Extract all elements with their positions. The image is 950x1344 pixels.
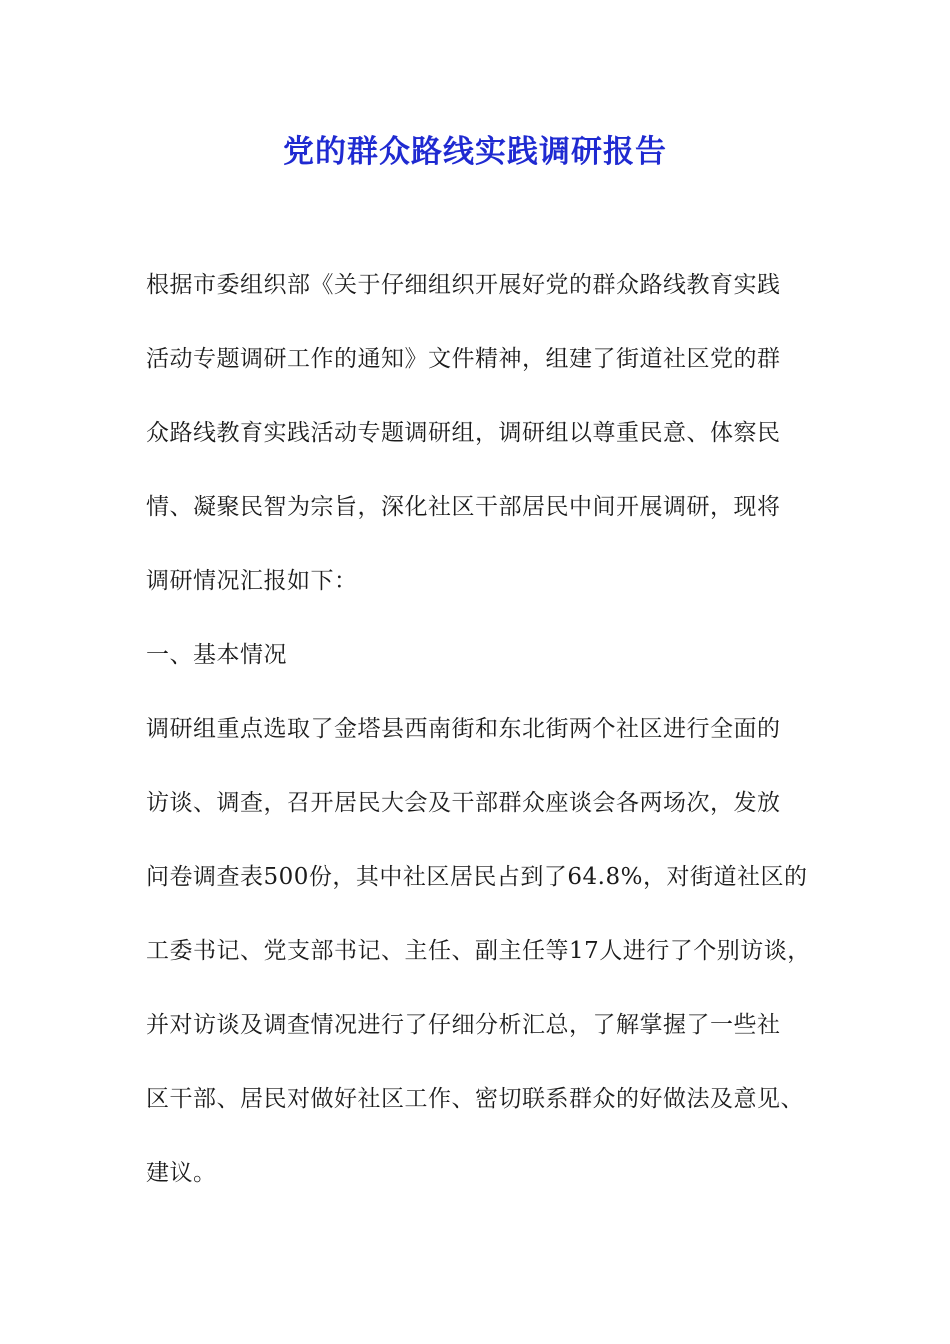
body-line: 根据市委组织部《关于仔细组织开展好党的群众路线教育实践 [146,272,781,298]
body-line: 调研组重点选取了金塔县西南街和东北街两个社区进行全面的 [146,716,781,742]
body-line: 访谈、调查，召开居民大会及干部群众座谈会各两场次，发放 [146,790,781,816]
body-line: 区干部、居民对做好社区工作、密切联系群众的好做法及意见、 [146,1086,804,1112]
document-body [146,260,810,1222]
body-line: 问卷调查表500份，其中社区居民占到了64.8%，对街道社区的 [146,864,808,890]
body-line: 调研情况汇报如下： [146,568,358,594]
body-line: 工委书记、党支部书记、主任、副主任等17人进行了个别访谈， [146,938,811,964]
body-line: 建议。 [146,1160,217,1186]
document-title: 党的群众路线实践调研报告 [283,134,667,170]
body-line: 众路线教育实践活动专题调研组，调研组以尊重民意、体察民 [146,420,781,446]
section-heading: 一、基本情况 [146,642,287,668]
body-line: 并对访谈及调查情况进行了仔细分析汇总，了解掌握了一些社 [146,1012,781,1038]
body-line: 情、凝聚民智为宗旨，深化社区干部居民中间开展调研，现将 [146,494,781,520]
body-line: 活动专题调研工作的通知》文件精神，组建了街道社区党的群 [146,346,781,372]
